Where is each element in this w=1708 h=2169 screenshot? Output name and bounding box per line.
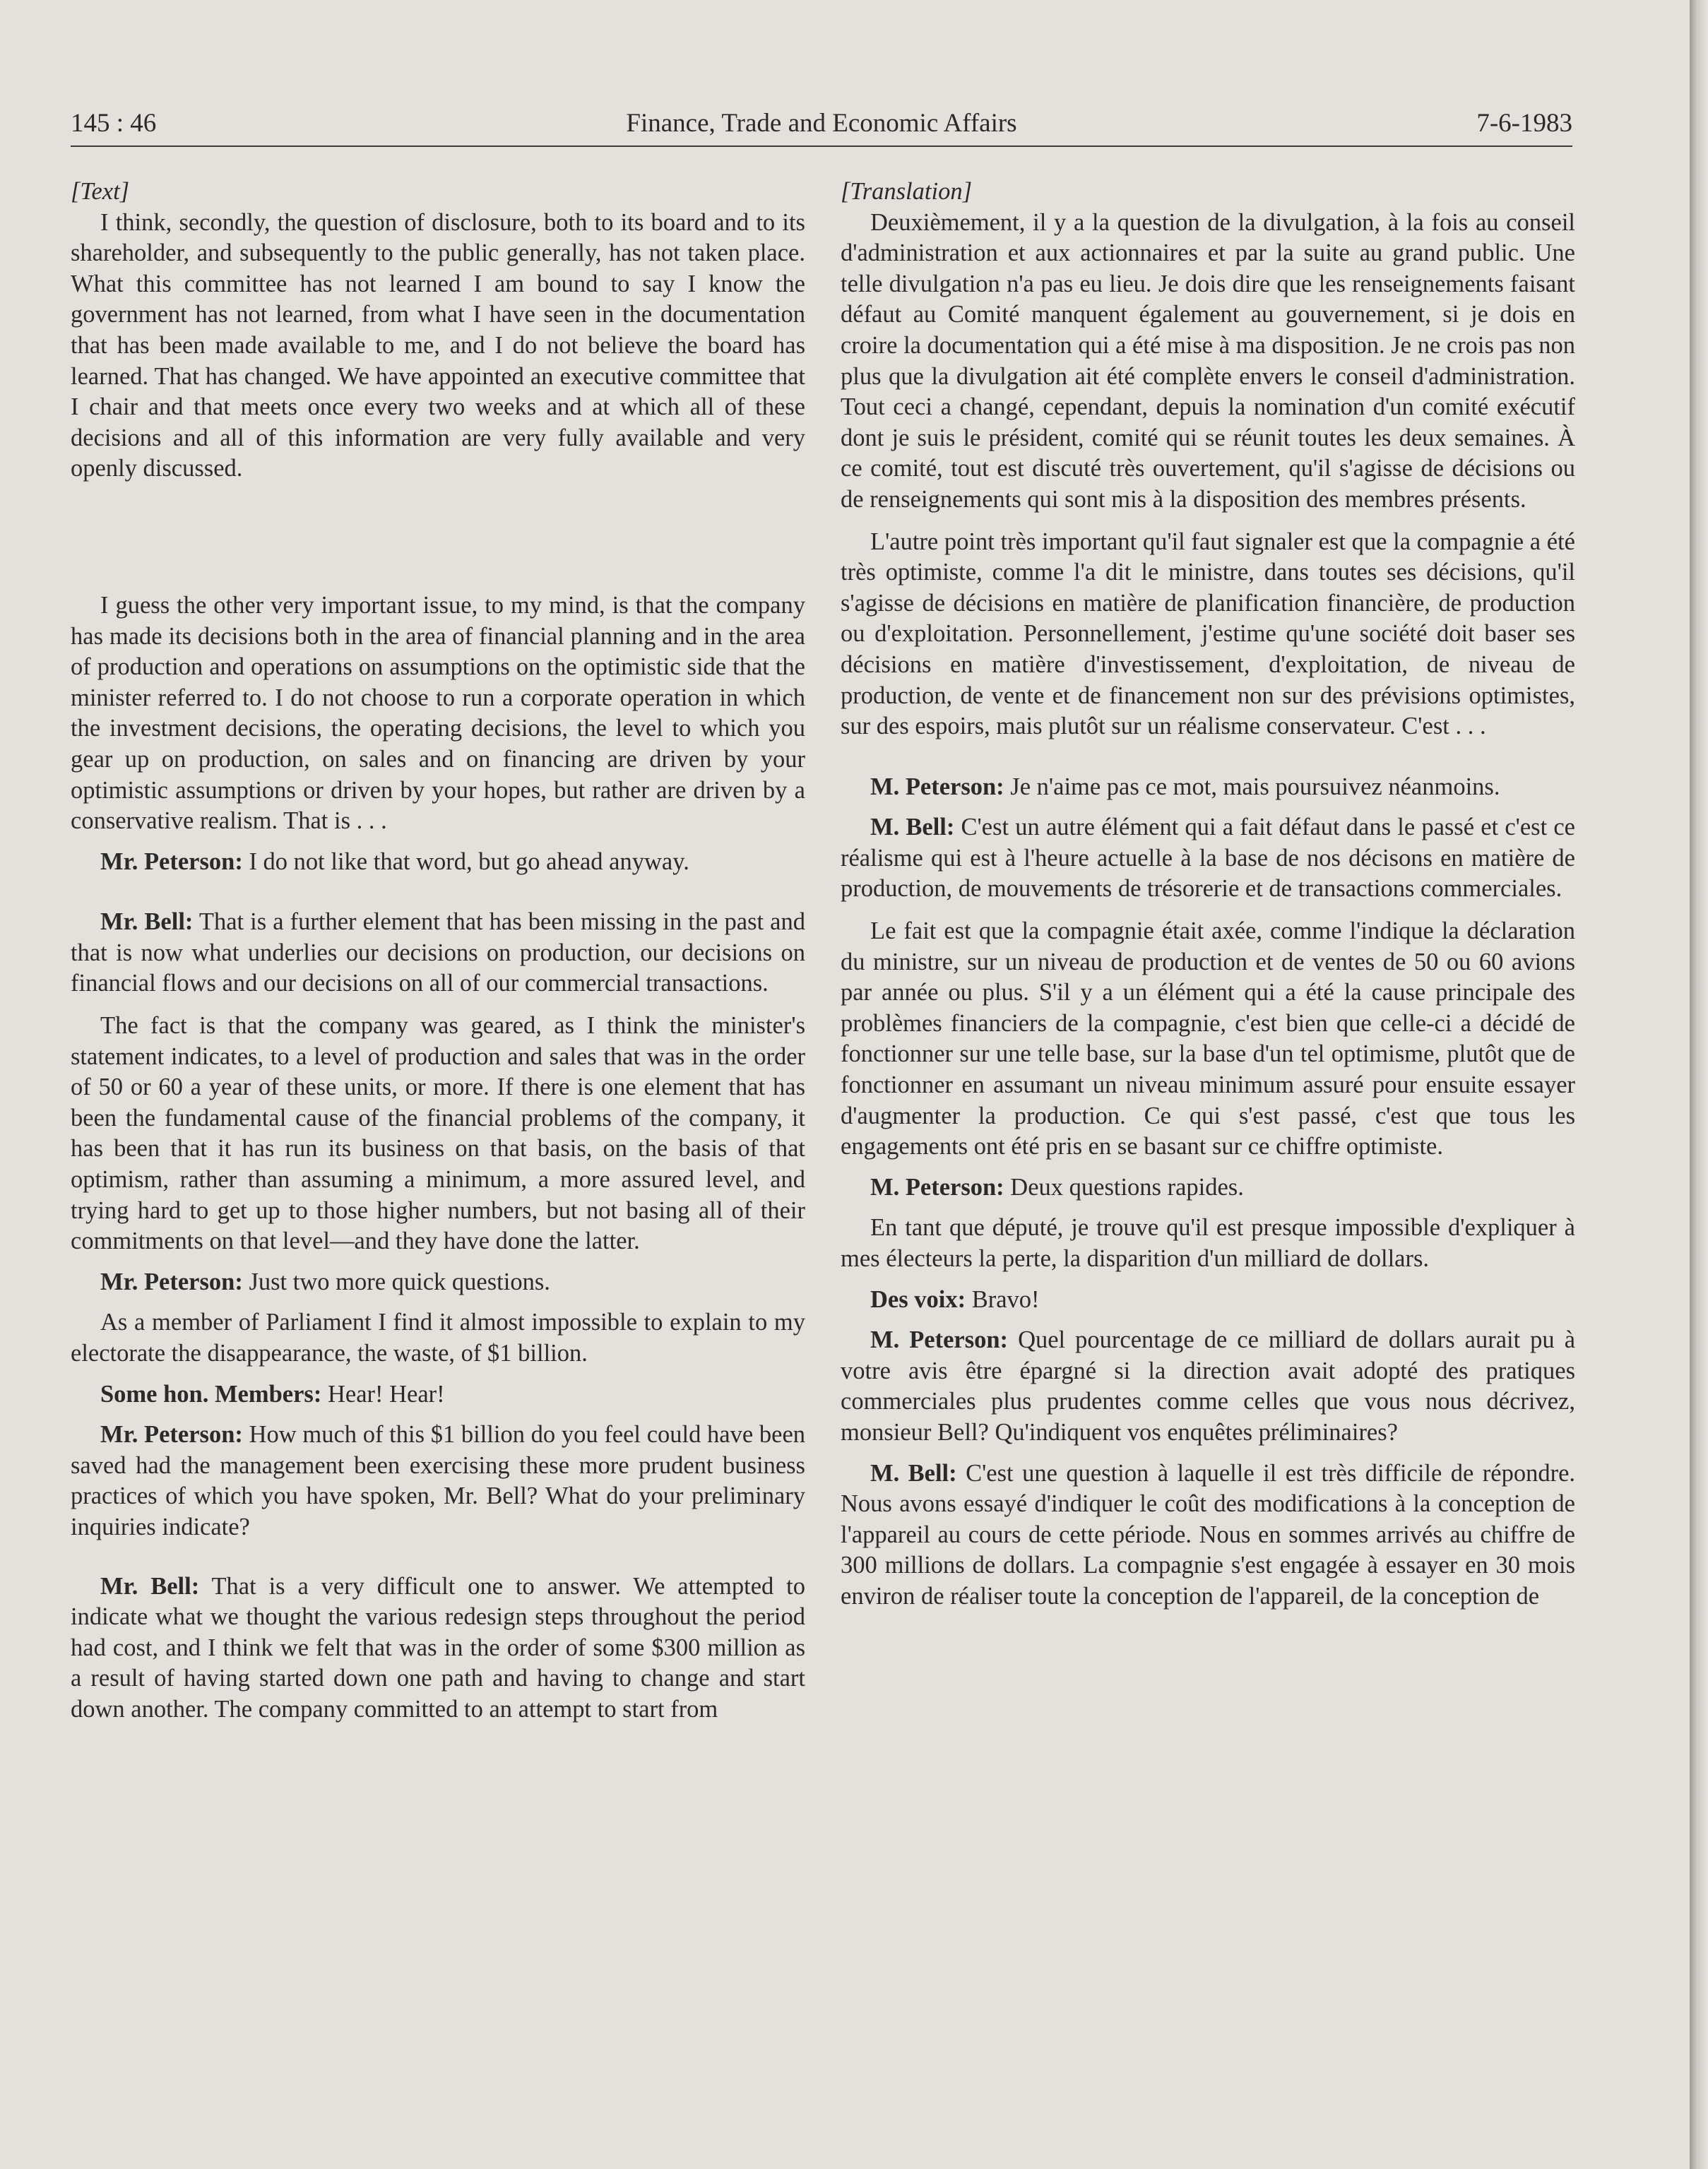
- paragraph: Deuxièmement, il y a la question de la divulgation, à la fois au conseil d'administration et aux actionnaires et par la suite au grand public. Une telle divulgation n'a pas eu lieu. Je dois dire que les renseignements faisant défaut au Comité manquent également au gouvernement, si je dois en croire la documentation qui a été mise à ma disposition. Je ne crois pas non plus que la divulgation ait été complète envers le conseil d'administration. Tout ceci a changé, cependant, depuis la nomination d'un comité exécutif dont je suis le président, comité qui se réunit toutes les deux semaines. À ce comité, tout est discuté très ouvertement, qu'il s'agisse de décisions ou de renseignements qui sont mis à la disposition des membres présents.: [841, 208, 1575, 513]
- speaker-name: Mr. Bell:: [100, 908, 194, 936]
- paragraph: M. Peterson: Je n'aime pas ce mot, mais poursuivez néanmoins.: [870, 773, 1500, 800]
- paragraph: The fact is that the company was geared, as I think the minister's statement indicates, to a level of production and sales that was in the order of 50 or 60 a year of these units, or more. If there is one element that has been the fundamental cause of the financial problems of the company, it has been that it has run its business on that basis, on the basis of that optimism, rather than assuming a minimum, a more assured level, and trying hard to get up to those higher numbers, but not basing all of their commitments on that level—and they have done the latter.: [71, 1012, 805, 1255]
- column-label: [Translation]: [841, 178, 972, 205]
- paragraph: I guess the other very important issue, to my mind, is that the company has made its decisions both in the area of financial planning and in the area of production and operations on assumptions on the optimistic side that the minister referred to. I do not choose to run a corporate operation in which the investment decisions, the operating decisions, the level to which you gear up on production, on sales and on financing are driven by your optimistic assumptions or driven by your hopes, but rather are driven by a conservative realism. That is . . .: [71, 591, 805, 835]
- speaker-name: Mr. Peterson:: [100, 1268, 243, 1295]
- speaker-name: M. Bell:: [870, 814, 955, 841]
- english-column: [71, 177, 805, 1725]
- paragraph: M. Bell: C'est un autre élément qui a fait défaut dans le passé et c'est ce réalisme qui est à l'heure actuelle à la base de nos décisons en matière de production, de mouvements de trésorerie et de transactions commerciales.: [841, 814, 1575, 903]
- speaker-name: Des voix:: [870, 1285, 966, 1313]
- running-header: [71, 106, 1572, 141]
- header-rule: [71, 145, 1572, 147]
- paragraph: Some hon. Members: Hear! Hear!: [100, 1380, 445, 1408]
- publication-title: Finance, Trade and Economic Affairs: [626, 109, 1017, 138]
- speaker-name: M. Peterson:: [870, 1173, 1004, 1201]
- page-number: 145 : 46: [71, 109, 157, 138]
- paragraph: As a member of Parliament I find it almost impossible to explain to my electorate the disappearance, the waste, of $1 billion.: [71, 1309, 805, 1367]
- paragraph: Mr. Bell: That is a further element that has been missing in the past and that is now what underlies our decisions on production, our decisions on financial flows and our decisions on all of our commercial transactions.: [71, 908, 805, 997]
- paragraph: M. Bell: C'est une question à laquelle il est très difficile de répondre. Nous avons essayé d'indiquer le coût des modifications à la conception de l'appareil au cours de cette période. Nous en sommes arrivés au chiffre de 300 millions de dollars. La compagnie s'est engagée à essayer en 30 mois environ de réaliser toute la conception de l'appareil, de la conception de: [841, 1459, 1576, 1610]
- paragraph: Mr. Peterson: How much of this $1 billion do you feel could have been saved had the management been exercising these more prudent business practices of which you have spoken, Mr. Bell? What do your preliminary inquiries indicate?: [71, 1421, 806, 1540]
- speaker-name: Mr. Peterson:: [100, 848, 243, 875]
- speaker-name: Mr. Peterson:: [100, 1421, 243, 1449]
- paragraph: Le fait est que la compagnie était axée, comme l'indique la déclaration du ministre, sur un niveau de production et de ventes de 50 ou 60 avions par année ou plus. S'il y a un élément qui a été la cause principale des problèmes financiers de la compagnie, c'est bien que celle-ci a décidé de fonctionner sur une telle base, sur la base d'un tel optimisme, plutôt que de fonctionner en assumant un niveau minimum assuré pour ensuite essayer d'augmenter la production. Ce qui s'est passé, c'est que tous les engagements ont été pris en se basant sur ce chiffre optimiste.: [841, 917, 1575, 1160]
- speaker-name: M. Peterson:: [870, 773, 1004, 800]
- speaker-name: M. Peterson:: [870, 1326, 1009, 1354]
- paragraph: Mr. Peterson: Just two more quick questions.: [100, 1268, 550, 1295]
- paragraph: Mr. Bell: That is a very difficult one to answer. We attempted to indicate what we thought the various redesign steps throughout the period had cost, and I think we felt that was in the order of some $300 million as a result of having started down one path and having to change and start down another. The company committed to an attempt to start from: [71, 1572, 805, 1723]
- paragraph: En tant que député, je trouve qu'il est presque impossible d'expliquer à mes électeurs la perte, la disparition d'un milliard de dollars.: [841, 1214, 1575, 1272]
- column-label: [Text]: [71, 178, 130, 205]
- french-column: [841, 177, 1575, 1612]
- paragraph: I think, secondly, the question of disclosure, both to its board and to its shareholder, and subsequently to the public generally, has not taken place. What this committee has not learned I am bound to say I know the government has not learned, from what I have seen in the documentation that has been made available to me, and I do not believe the board has learned. That has changed. We have appointed an executive committee that I chair and that meets once every two weeks and at which all of these decisions and all of this information are very fully available and very openly discussed.: [71, 208, 805, 482]
- paragraph: Des voix: Bravo!: [870, 1285, 1040, 1313]
- speaker-name: Some hon. Members:: [100, 1380, 322, 1408]
- paragraph: M. Peterson: Deux questions rapides.: [870, 1173, 1244, 1201]
- page-binding-edge: [1690, 0, 1708, 2169]
- paragraph: M. Peterson: Quel pourcentage de ce milliard de dollars aurait pu à votre avis être épargné si la direction avait adopté des pratiques commerciales plus prudentes comme celles que vous nous décrivez, monsieur Bell? Qu'indiquent vos enquêtes préliminaires?: [841, 1326, 1576, 1446]
- speaker-name: Mr. Bell:: [100, 1572, 200, 1600]
- paragraph: L'autre point très important qu'il faut signaler est que la compagnie a été très optimiste, comme l'a dit le ministre, dans toutes ses décisions, qu'il s'agisse de décisions en matière de planification financière, de production ou d'exploitation. Personnellement, j'estime qu'une société doit baser ses décisions en matière d'investissement, d'exploitation, de niveau de production, de vente et de financement non sur des prévisions optimistes, sur des espoirs, mais plutôt sur un réalisme conservateur. C'est . . .: [841, 528, 1575, 740]
- speaker-name: M. Bell:: [870, 1459, 957, 1487]
- paragraph: Mr. Peterson: I do not like that word, but go ahead anyway.: [100, 848, 689, 875]
- header-date: 7-6-1983: [1476, 109, 1572, 138]
